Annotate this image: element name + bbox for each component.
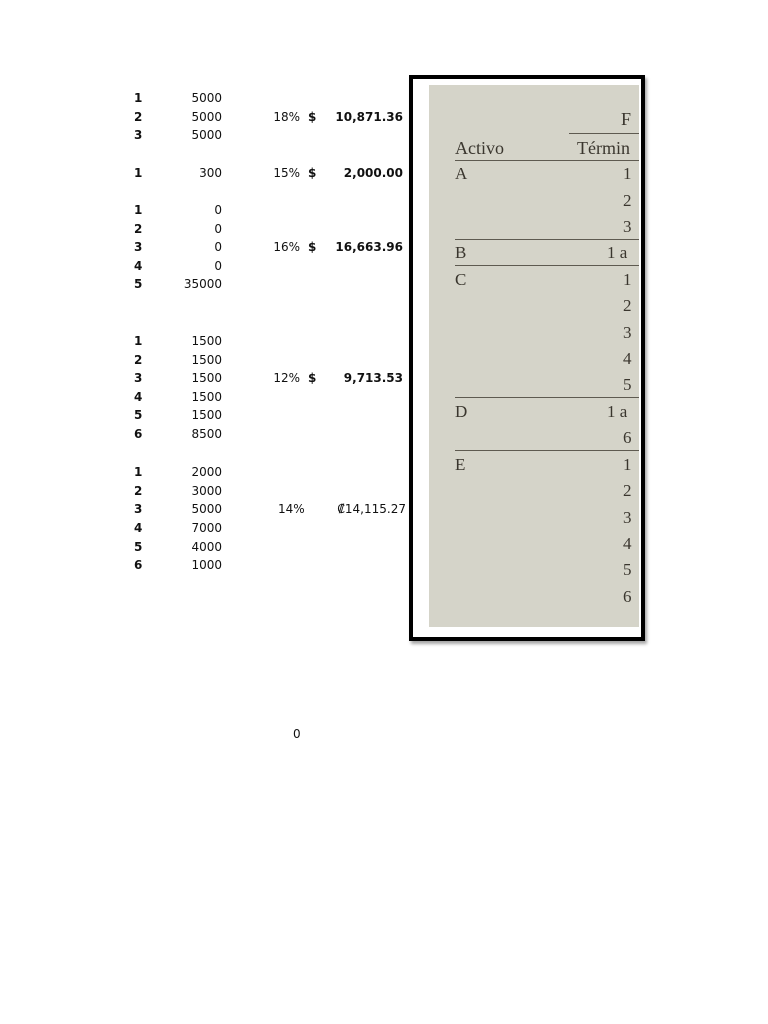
amount-cell[interactable]: 1500 xyxy=(191,408,222,422)
result-cell[interactable]: 10,871.36 xyxy=(335,110,403,124)
amount-cell[interactable]: 35000 xyxy=(183,277,222,291)
term-cell: 5 xyxy=(623,375,632,394)
rate-cell[interactable]: 15% xyxy=(273,166,300,180)
table-image-content xyxy=(429,85,639,627)
period-cell[interactable]: 2 xyxy=(134,222,143,236)
pasted-table-image[interactable] xyxy=(409,75,645,641)
amount-cell[interactable]: 7000 xyxy=(191,521,222,535)
period-cell[interactable]: 4 xyxy=(134,390,143,404)
rate-cell[interactable]: 14% xyxy=(278,502,305,516)
period-cell[interactable]: 5 xyxy=(134,408,143,422)
period-cell[interactable]: 5 xyxy=(134,540,143,554)
rate-cell[interactable]: 12% xyxy=(273,371,300,385)
header-bottom-rule xyxy=(455,160,639,161)
amount-cell[interactable]: 1500 xyxy=(191,334,222,348)
stray-zero-cell[interactable]: 0 xyxy=(293,727,301,741)
amount-cell[interactable]: 1500 xyxy=(191,353,222,367)
period-cell[interactable]: 6 xyxy=(134,427,143,441)
term-cell: 2 xyxy=(623,481,632,500)
asset-label-a: A xyxy=(455,164,468,183)
period-cell[interactable]: 2 xyxy=(134,353,143,367)
amount-cell[interactable]: 1000 xyxy=(191,558,222,572)
period-cell[interactable]: 1 xyxy=(134,465,143,479)
amount-cell[interactable]: 1500 xyxy=(191,371,222,385)
amount-cell[interactable]: 0 xyxy=(214,240,222,254)
term-column-header: Términ xyxy=(577,138,630,158)
term-cell: 1 xyxy=(623,164,632,183)
amount-cell[interactable]: 4000 xyxy=(191,540,222,554)
period-cell[interactable]: 1 xyxy=(134,166,143,180)
header-rule xyxy=(569,133,639,134)
term-cell: 3 xyxy=(623,323,632,342)
term-cell: 6 xyxy=(623,428,632,447)
amount-cell[interactable]: 1500 xyxy=(191,390,222,404)
period-cell[interactable]: 3 xyxy=(134,240,143,254)
rate-cell[interactable]: 18% xyxy=(273,110,300,124)
currency-cell[interactable]: $ xyxy=(308,110,317,124)
currency-cell[interactable]: $ xyxy=(308,166,317,180)
amount-cell[interactable]: 0 xyxy=(214,222,222,236)
asset-column-header: Activo xyxy=(455,138,504,158)
term-cell: 2 xyxy=(623,191,632,210)
period-cell[interactable]: 4 xyxy=(134,259,143,273)
rate-cell[interactable]: 16% xyxy=(273,240,300,254)
asset-label-d: D xyxy=(455,402,468,421)
amount-cell[interactable]: 2000 xyxy=(191,465,222,479)
row-rule xyxy=(455,239,639,240)
term-cell: 4 xyxy=(623,349,632,368)
period-cell[interactable]: 3 xyxy=(134,128,143,142)
row-rule xyxy=(455,397,639,398)
amount-cell[interactable]: 5000 xyxy=(191,128,222,142)
header-top-label: F xyxy=(621,109,632,129)
term-cell: 1 xyxy=(623,270,632,289)
amount-cell[interactable]: 5000 xyxy=(191,502,222,516)
term-cell: 3 xyxy=(623,217,632,236)
period-cell[interactable]: 1 xyxy=(134,91,143,105)
row-rule xyxy=(455,450,639,451)
amount-cell[interactable]: 300 xyxy=(199,166,222,180)
period-cell[interactable]: 6 xyxy=(134,558,143,572)
term-cell: 2 xyxy=(623,296,632,315)
asset-label-e: E xyxy=(455,455,466,474)
amount-cell[interactable]: 0 xyxy=(214,259,222,273)
asset-label-b: B xyxy=(455,243,467,262)
row-rule xyxy=(455,265,639,266)
result-cell[interactable]: ₡14,115.27 xyxy=(337,502,406,516)
amount-cell[interactable]: 5000 xyxy=(191,91,222,105)
currency-cell[interactable]: $ xyxy=(308,240,317,254)
amount-cell[interactable]: 5000 xyxy=(191,110,222,124)
amount-cell[interactable]: 0 xyxy=(214,203,222,217)
term-cell: 3 xyxy=(623,508,632,527)
period-cell[interactable]: 2 xyxy=(134,110,143,124)
term-cell: 5 xyxy=(623,560,632,579)
period-cell[interactable]: 4 xyxy=(134,521,143,535)
term-cell: 1 xyxy=(623,455,632,474)
result-cell[interactable]: 9,713.53 xyxy=(343,371,403,385)
term-cell: 6 xyxy=(623,587,632,606)
period-cell[interactable]: 3 xyxy=(134,371,143,385)
term-cell: 4 xyxy=(623,534,632,553)
period-cell[interactable]: 1 xyxy=(134,203,143,217)
term-cell: 1 a xyxy=(607,402,628,421)
result-cell[interactable]: 16,663.96 xyxy=(335,240,403,254)
period-cell[interactable]: 5 xyxy=(134,277,143,291)
currency-cell[interactable]: $ xyxy=(308,371,317,385)
term-cell: 1 a xyxy=(607,243,628,262)
period-cell[interactable]: 3 xyxy=(134,502,143,516)
asset-label-c: C xyxy=(455,270,467,289)
amount-cell[interactable]: 3000 xyxy=(191,484,222,498)
period-cell[interactable]: 2 xyxy=(134,484,143,498)
result-cell[interactable]: 2,000.00 xyxy=(343,166,403,180)
amount-cell[interactable]: 8500 xyxy=(191,427,222,441)
period-cell[interactable]: 1 xyxy=(134,334,143,348)
